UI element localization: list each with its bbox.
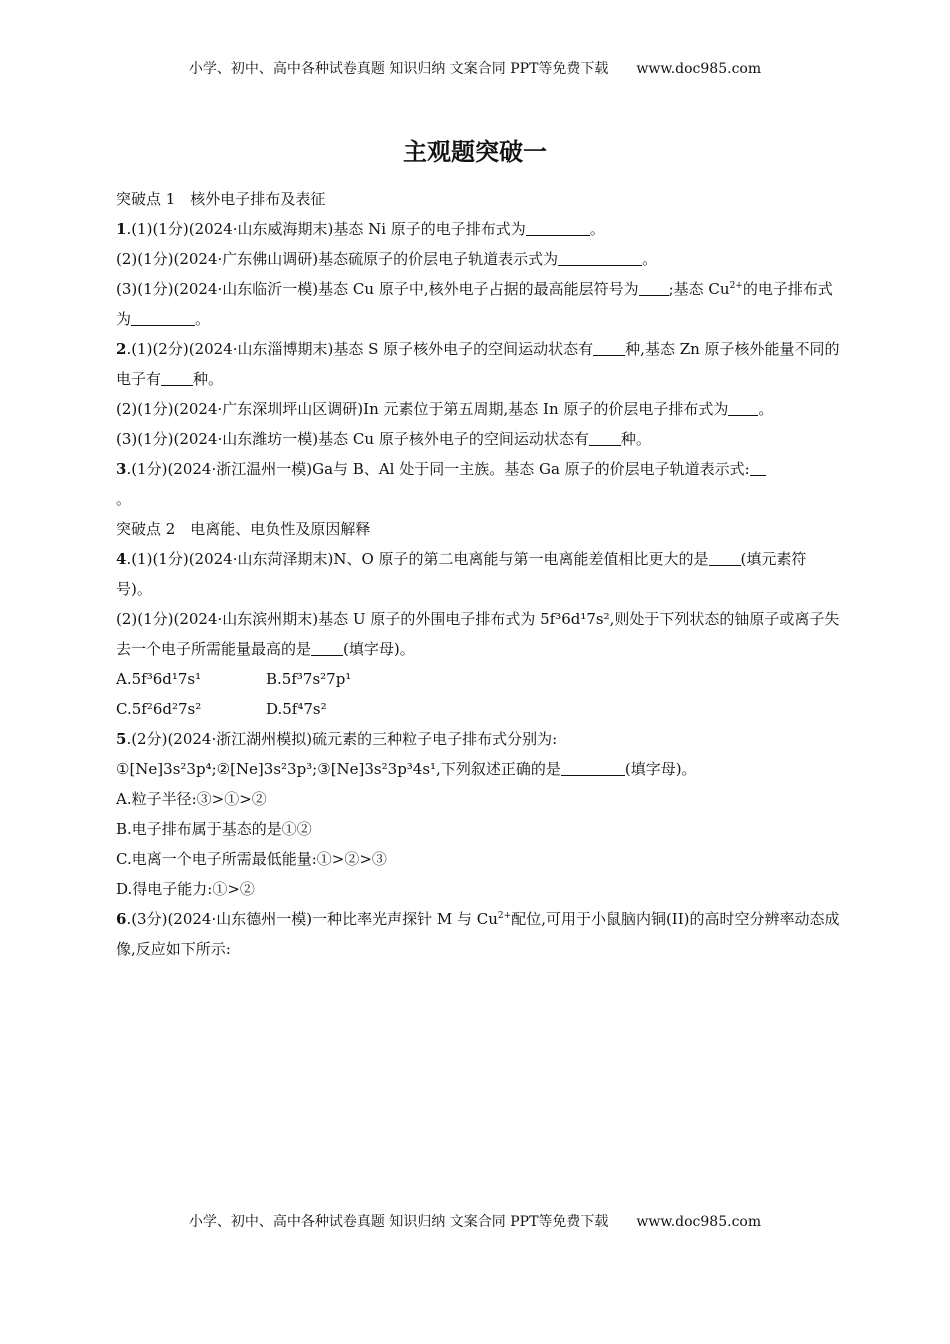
page-title: 主观题突破一 [403,138,547,166]
question-number: 6 [116,910,127,928]
answer-blank[interactable] [161,367,193,386]
footer-site[interactable]: www.doc985.com [636,1214,762,1230]
question-number: 2 [116,340,127,358]
question-2-part-1: 2.(1)(2分)(2024·山东淄博期末)基态 S 原子核外电子的空间运动状态有 种,基态 Zn 原子核外能量不同的电子有 种。 [116,334,840,394]
answer-blank[interactable] [561,757,625,776]
question-1-part-2: (2)(1分)(2024·广东佛山调研)基态硫原子的价层电子轨道表示式为 。 [116,244,840,274]
question-number: 5 [116,730,127,748]
answer-blank[interactable] [558,247,642,266]
question-4-part-2: (2)(1分)(2024·山东滨州期末)基态 U 原子的外围电子排布式为 5f³6d¹7s²,则处于下列状态的铀原子或离子失去一个电子所需能量最高的是 (填字母)。 [116,610,840,658]
answer-blank[interactable] [750,457,766,476]
question-1-part-3: (3)(1分)(2024·山东临沂一模)基态 Cu 原子中,核外电子占据的最高能层符号为 ;基态 $Cu^{2+}$的电子排布式为 。 [116,274,840,334]
option-d[interactable]: D.得电子能力:①>② [116,880,255,898]
question-5-intro: 5.(2分)(2024·浙江湖州模拟)硫元素的三种粒子电子排布式分别为: [116,730,558,748]
option-a[interactable]: A.粒子半径:③>①>② [116,790,267,808]
question-content [116,184,840,964]
question-number: 4 [116,550,127,568]
question-6: 6.(3分)(2024·山东德州一模)一种比率光声探针 M 与 $Cu^{2+}$配位,可用于小鼠脑内铜(II)的高时空分辨率动态成像,反应如下所示: [116,910,840,958]
question-1-part-1: 1.(1)(1分)(2024·山东威海期末)基态 Ni 原子的电子排布式为 。 [116,214,840,244]
answer-blank[interactable] [593,337,625,356]
answer-blank[interactable] [526,217,590,236]
question-number: 3 [116,460,127,478]
option-b[interactable]: B.电子排布属于基态的是①② [116,820,312,838]
options-row [116,694,840,724]
question-4-part-1: 4.(1)(1分)(2024·山东菏泽期末)N、O 原子的第二电离能与第一电离能差值相比更大的是 (填元素符号)。 [116,544,840,604]
answer-blank[interactable] [589,427,621,446]
question-2-part-2: (2)(1分)(2024·广东深圳坪山区调研)In 元素位于第五周期,基态 In 原子的价层电子排布式为 。 [116,394,840,424]
question-number: 1 [116,220,127,238]
section-heading-2: 突破点 2 电离能、电负性及原因解释 [116,520,371,538]
answer-blank[interactable] [709,547,741,566]
option-d[interactable]: D.5f⁴7s² [266,700,327,718]
options-row [116,664,840,694]
option-c[interactable]: C.5f²6d²7s² [116,700,202,718]
page-header [0,59,950,79]
answer-blank[interactable] [728,397,758,416]
question-2-part-3: (3)(1分)(2024·山东潍坊一模)基态 Cu 原子核外电子的空间运动状态有 种。 [116,424,840,454]
answer-blank[interactable] [311,637,343,656]
section-heading-1: 突破点 1 核外电子排布及表征 [116,190,326,208]
question-5-configs: ①[Ne]3s²3p⁴;②[Ne]3s²3p³;③[Ne]3s²3p³4s¹,下列叙述正确的是 (填字母)。 [116,754,840,784]
footer-text: 小学、初中、高中各种试卷真题 知识归纳 文案合同 PPT等免费下载 [188,1214,609,1230]
answer-blank[interactable] [131,307,195,326]
option-a[interactable]: A.5f³6d¹7s¹ [116,670,202,688]
answer-blank[interactable] [639,277,669,296]
option-c[interactable]: C.电离一个电子所需最低能量:①>②>③ [116,850,387,868]
page-footer [0,1212,950,1232]
option-b[interactable]: B.5f³7s²7p¹ [266,670,352,688]
header-text: 小学、初中、高中各种试卷真题 知识归纳 文案合同 PPT等免费下载 [188,61,609,77]
question-3: 3.(1分)(2024·浙江温州一模)Ga与 B、Al 处于同一主族。基态 Ga 原子的价层电子轨道表示式: 。 [116,454,840,514]
header-site[interactable]: www.doc985.com [636,61,762,77]
